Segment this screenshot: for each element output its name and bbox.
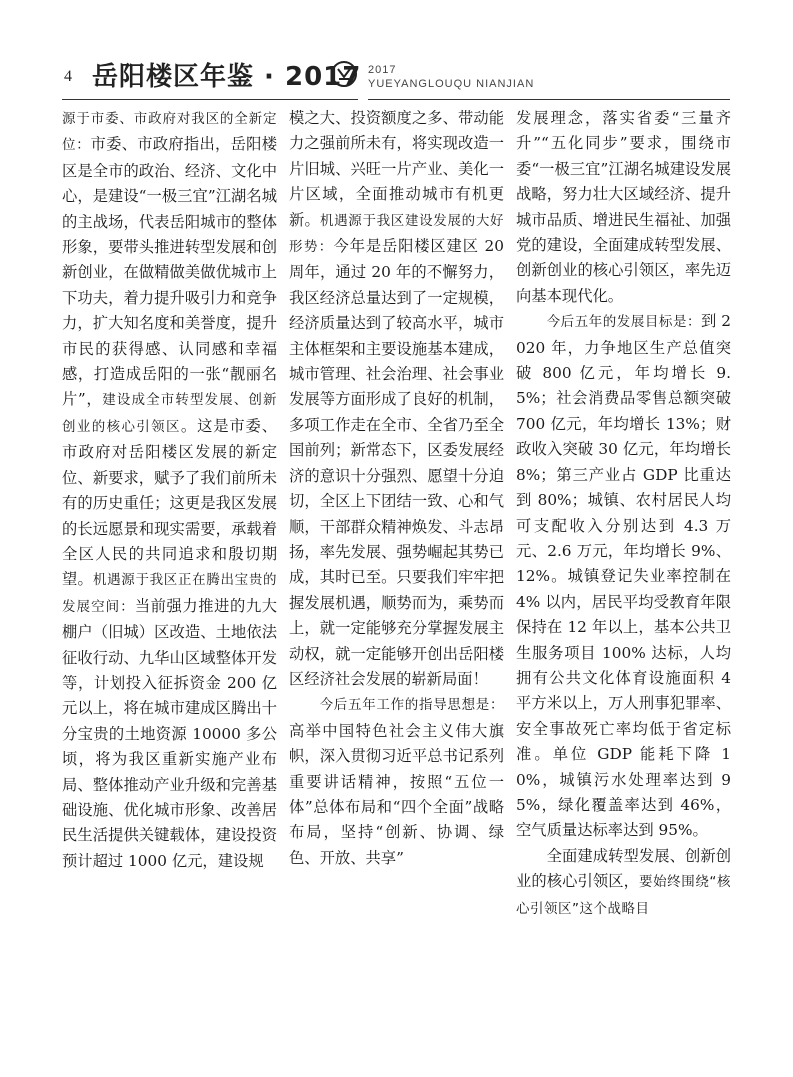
text-column-2 (289, 106, 504, 871)
lead-phrase: 今后五年工作的指导思想是： (319, 697, 504, 714)
lead-phrase: 要始终围绕“核心引领区”这个战略目 (516, 874, 731, 917)
body-text: 高举中国特色社会主义伟大旗帜，深入贯彻习近平总书记系列重要讲话精神，按照“五位一体”总体布局和“四个全面”战略布局，坚持“创新、协调、绿色、开放、共享” (289, 721, 504, 867)
paragraph (289, 692, 504, 871)
page-header (0, 0, 793, 100)
body-text: 今年是岳阳楼区建区 20 周年，通过 20 年的不懈努力，我区经济总量达到了一定规模，经济质量达到了较高水平，城市主体框架和主要设施基本建成，城市管理、社会治理、社会事业发展等方面形成了良好的机制，多项工作走在全市、全省乃至全国前列；新常态下，区委发展经济的意识十分强烈、愿望十分迫切，全区上下团结一致、心和气顺，干部群众精神焕发、斗志昂扬，率先发展、强势崛起其势已成，其时已至。只要我们牢牢把握发展机遇，顺势而为，乘势而上，就一定能够充分掌握发展主动权，就一定能够开创出岳阳楼区经济社会发展的崭新局面！ (289, 237, 505, 688)
paragraph (516, 106, 731, 309)
header-rule-left (62, 99, 358, 100)
body-text: 市委、市政府指出，岳阳楼区是全市的政治、经济、文化中心，是建设“一极三宜”江湖名城的主战场，代表岳阳城市的整体形象，要带头推进转型发展和创新创业，在做精做美做优城市上下功夫，着力提升吸引力和竞争力，扩大知名度和美誉度，提升市民的获得感、认同感和幸福感，打造成岳阳的一张“靓丽名片”， (62, 135, 277, 409)
paragraph (516, 309, 731, 844)
body-text: 。这是市委、市政府对岳阳楼区发展的新定位、新要求，赋予了我们前所未有的历史重任；这更是我区发展的长远愿景和现实需要，承载着全区人民的共同追求和殷切期望。 (62, 416, 277, 589)
paragraph (62, 106, 277, 874)
book-title: 岳阳楼区年鉴 · 2017 (92, 62, 362, 92)
emphasis-phrase: 建设成全市转型发展、创新创业的核心引领区 (62, 392, 278, 435)
text-column-1 (62, 106, 277, 874)
body-text: 到 2020 年，力争地区生产总值突破 800 亿元，年均增长 9.5%；社会消费品零售总额突破 700 亿元，年均增长 13%；财政收入突破 30 亿元，年均增长 8%；第三产业占 GDP 比重达到 80%；城镇、农村居民人均可支配收入分别达到 4.3 万元、2.6 万元，年均增长 9%、12%。城镇登记失业率控制在 4% 以内，居民平均受教育年限保持在 12 年以上，基本公共卫生服务项目 100% 达标，人均拥有公共文化体育设施面积 4 平方米以上，万人刑事犯罪率、安全事故死亡率均低于省定标准。单位 GDP 能耗下降 10%，城镇污水处理率达到 95%，绿化覆盖率达到 46%，空气质量达标率达到 95%。 (516, 312, 731, 840)
header-rule-right (368, 99, 730, 100)
page-number: 4 (64, 68, 72, 85)
body-text: 模之大、投资额度之多、带动能力之强前所未有，将实现改造一片旧城、兴旺一片产业、美化一片区域，全面推动城市有机更新。 (289, 109, 504, 229)
header-pinyin: YUEYANGLOUQU NIANJIAN (368, 78, 535, 90)
paragraph (516, 844, 731, 922)
lead-phrase: 源于市委、市政府对我区的全新定位： (62, 111, 277, 154)
paragraph (289, 106, 504, 692)
article-body (62, 106, 732, 1066)
header-year: 2017 (368, 64, 397, 76)
body-text: 全面建成转型发展、创新创业的核心引领区， (516, 846, 731, 891)
lead-phrase: 今后五年的发展目标是： (546, 314, 702, 331)
yearbook-logo-icon (330, 60, 358, 88)
body-text: 当前强力推进的九大棚户（旧城）区改造、土地依法征收行动、九华山区域整体开发等，计划投入征拆资金 200 亿元以上，将在城市建成区腾出十分宝贵的土地资源 10000 多公顷，将为我区重新实施产业布局、整体推动产业升级和完善基础设施、优化城市形象、改善居民生活提供关键载体，建设投资预计超过 1000 亿元，建设规 (62, 596, 277, 870)
lead-phrase: 机遇源于我区建设发展的大好形势： (289, 212, 504, 256)
lead-phrase: 机遇源于我区正在腾出宝贵的发展空间： (62, 572, 277, 615)
text-column-3 (516, 106, 731, 922)
body-text: 发展理念，落实省委“三量齐升”“五化同步”要求，围绕市委“一极三宜”江湖名城建设发展战略，努力壮大区域经济、提升城市品质、增进民生福祉、加强党的建设，全面建成转型发展、创新创业的核心引领区，率先迈向基本现代化。 (516, 109, 731, 305)
